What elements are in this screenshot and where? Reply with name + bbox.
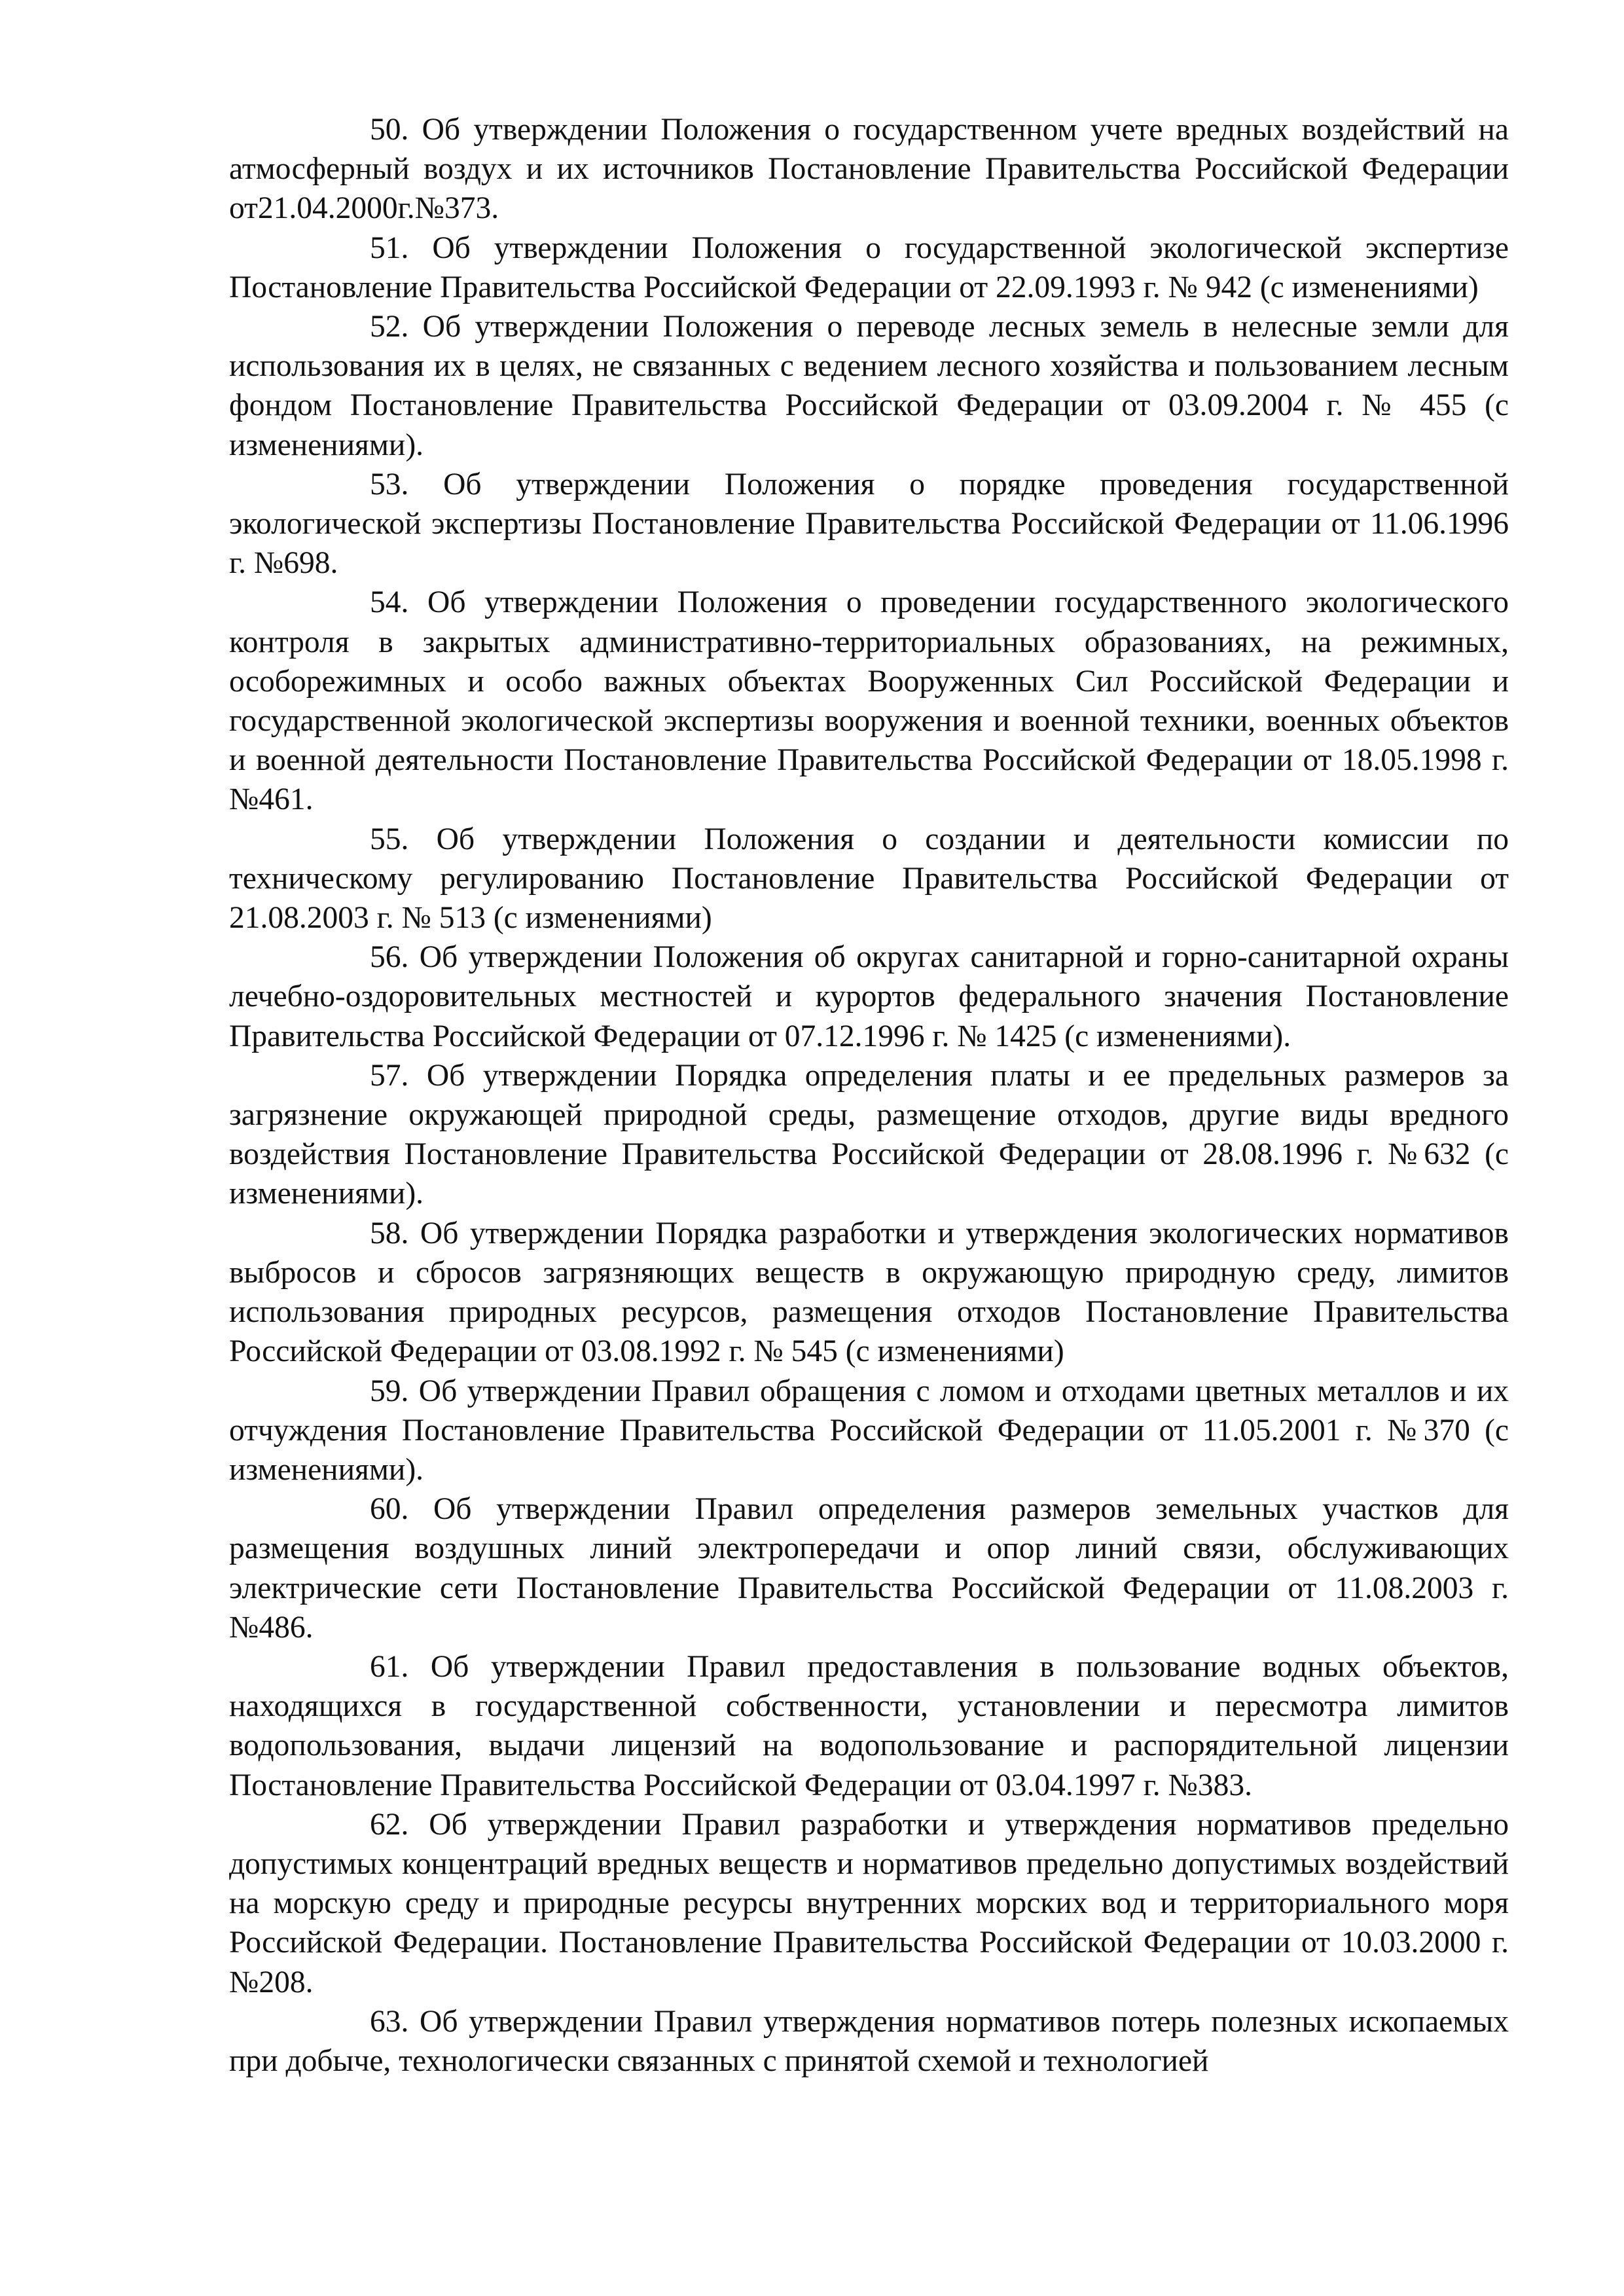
list-item: 57. Об утверждении Порядка определения платы и ее предельных размеров за загрязнение окружающей природной среды, размещение отходов, другие виды вредного воздействия Постановление Правительства Российской Федерации от 28.08.1996 г. №632 (с изменениями). [229,1058,1509,1211]
list-item: 60. Об утверждении Правил определения размеров земельных участков для размещения воздушных линий электропередачи и опор линий связи, обслуживающих электрические сети Постановление Правительства Российской Федерации от 11.08.2003 г. №486. [229,1492,1509,1645]
list-item: 53. Об утверждении Положения о порядке проведения государственной экологической экспертизы Постановление Правительства Российской Федерации от 11.06.1996 г. №698. [229,467,1509,581]
list-item: 63. Об утверждении Правил утверждения нормативов потерь полезных ископаемых при добыче, технологически связанных с принятой схемой и технологией [229,2004,1509,2078]
document-page [229,110,1509,2081]
list-item: 50. Об утверждении Положения о государственном учете вредных воздействий на атмосферный воздух и их источников Постановление Правительства Российской Федерации от21.04.2000г.№373. [229,113,1509,226]
list-item: 62. Об утверждении Правил разработки и утверждения нормативов предельно допустимых концентраций вредных веществ и нормативов предельно допустимых воздействий на морскую среду и природные ресурсы внутренних морских вод и территориального моря Российской Федерации. Постановление Правительства Российской Федерации от 10.03.2000 г. №208. [229,1807,1509,1999]
list-item: 61. Об утверждении Правил предоставления в пользование водных объектов, находящихся в государственной собственности, установлении и пересмотра лимитов водопользования, выдачи лицензий на водопользование и распорядительной лицензии Постановление Правительства Российской Федерации от 03.04.1997 г. №383. [229,1649,1509,1802]
list-item: 56. Об утверждении Положения об округах санитарной и горно-санитарной охраны лечебно-оздоровительных местностей и курортов федерального значения Постановление Правительства Российской Федерации от 07.12.1996 г. № 1425 (с изменениями). [229,940,1509,1053]
list-item: 54. Об утверждении Положения о проведении государственного экологического контроля в закрытых административно-территориальных образованиях, на режимных, особорежимных и особо важных объектах Вооруженных Сил Российской Федерации и государственной экологической экспертизы вооружения и военной техники, военных объектов и военной деятельности Постановление Правительства Российской Федерации от 18.05.1998 г. №461. [229,585,1509,817]
list-item: 52. Об утверждении Положения о переводе лесных земель в нелесные земли для использования их в целях, не связанных с ведением лесного хозяйства и пользованием лесным фондом Постановление Правительства Российской Федерации от 03.09.2004 г. № 455 (с изменениями). [229,310,1509,462]
list-item: 59. Об утверждении Правил обращения с ломом и отходами цветных металлов и их отчуждения Постановление Правительства Российской Федерации от 11.05.2001 г. №370 (с изменениями). [229,1374,1509,1487]
list-item: 51. Об утверждении Положения о государственной экологической экспертизе Постановление Правительства Российской Федерации от 22.09.1993 г. № 942 (с изменениями) [229,230,1509,304]
list-item: 58. Об утверждении Порядка разработки и утверждения экологических нормативов выбросов и сбросов загрязняющих веществ в окружающую природную среду, лимитов использования природных ресурсов, размещения отходов Постановление Правительства Российской Федерации от 03.08.1992 г. № 545 (с изменениями) [229,1216,1509,1369]
list-item: 55. Об утверждении Положения о создании и деятельности комиссии по техническому регулированию Постановление Правительства Российской Федерации от 21.08.2003 г. № 513 (с изменениями) [229,822,1509,936]
